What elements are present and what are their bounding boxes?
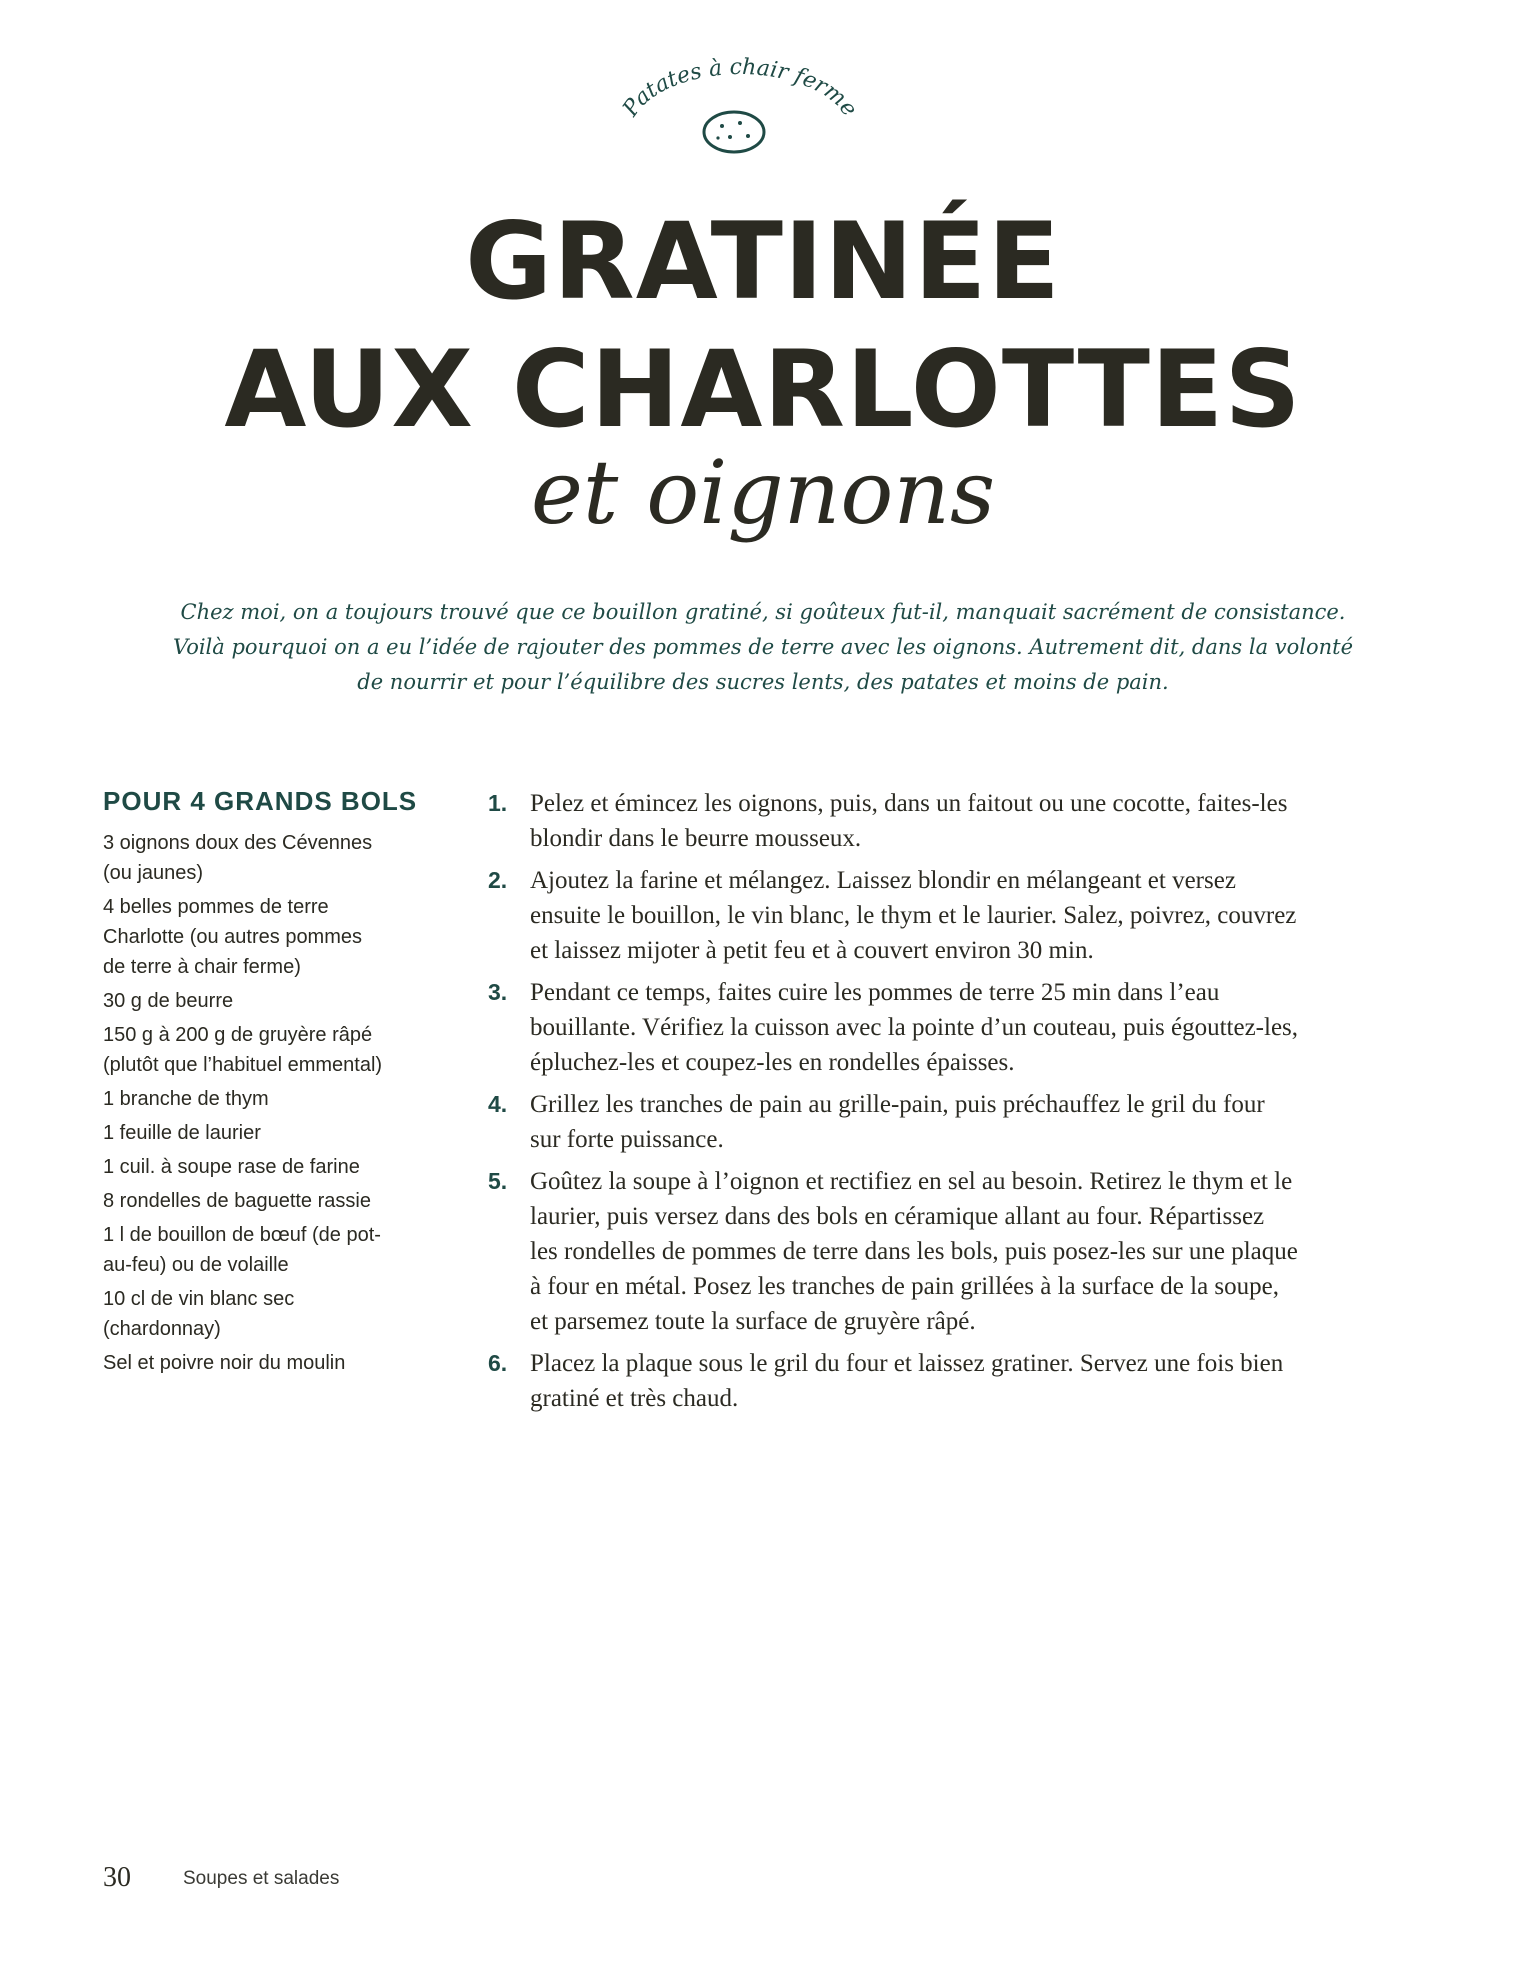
ingredient-line: Sel et poivre noir du moulin <box>103 1352 346 1374</box>
ingredient-item <box>103 828 443 888</box>
step-line: les rondelles de pommes de terre dans les bols, puis posez-les sur une plaque <box>530 1238 1298 1265</box>
step-number: 4. <box>488 1091 508 1117</box>
ingredient-line: 4 belles pommes de terre <box>103 896 329 918</box>
ingredient-line: 1 l de bouillon de bœuf (de pot- <box>103 1224 381 1246</box>
step-line: Grillez les tranches de pain au grille-pain, puis préchauffez le gril du four <box>530 1091 1265 1118</box>
ingredient-item <box>103 1220 443 1280</box>
ingredients-list <box>103 828 443 1382</box>
ingredient-item <box>103 1152 443 1182</box>
recipe-intro <box>100 595 1426 700</box>
ingredient-line: de terre à chair ferme) <box>103 956 301 978</box>
step-line: Ajoutez la farine et mélangez. Laissez blondir en mélangeant et versez <box>530 867 1236 894</box>
ingredients-heading: POUR 4 GRANDS BOLS <box>103 786 418 816</box>
badge-text: Patates à chair ferme <box>618 54 862 122</box>
recipe-title-line-2: AUX CHARLOTTES <box>224 328 1302 451</box>
ingredient-line: 3 oignons doux des Cévennes <box>103 832 373 854</box>
ingredient-line: 1 cuil. à soupe rase de farine <box>103 1156 360 1178</box>
step-number: 2. <box>488 867 508 893</box>
page-number: 30 <box>103 1862 131 1893</box>
step-line: à four en métal. Posez les tranches de pain grillées à la surface de la soupe, <box>530 1273 1279 1300</box>
intro-line: Chez moi, on a toujours trouvé que ce bouillon gratiné, si goûteux fut-il, manquait sacrément de consistance. <box>180 600 1346 624</box>
intro-line: de nourrir et pour l’équilibre des sucres lents, des patates et moins de pain. <box>357 670 1169 694</box>
ingredient-line: (ou jaunes) <box>103 862 204 884</box>
step-line: Goûtez la soupe à l’oignon et rectifiez en sel au besoin. Retirez le thym et le <box>530 1168 1293 1195</box>
recipe-steps <box>488 786 1388 1423</box>
step-number: 6. <box>488 1350 508 1376</box>
ingredient-line: (chardonnay) <box>103 1318 221 1340</box>
category-badge-graphic <box>600 54 870 170</box>
ingredient-item <box>103 1020 443 1080</box>
ingredient-item <box>103 1348 443 1378</box>
recipe-step <box>488 1346 1388 1416</box>
step-line: Pendant ce temps, faites cuire les pommes de terre 25 min dans l’eau <box>530 979 1220 1006</box>
recipe-step <box>488 863 1388 968</box>
recipe-step <box>488 1087 1388 1157</box>
ingredient-item <box>103 1118 443 1148</box>
potato-icon <box>704 112 764 152</box>
step-line: et laissez mijoter à petit feu et à couvert environ 30 min. <box>530 937 1094 964</box>
category-badge <box>600 54 870 170</box>
step-line: bouillante. Vérifiez la cuisson avec la pointe d’un couteau, puis égouttez-les, <box>530 1014 1299 1041</box>
step-line: Pelez et émincez les oignons, puis, dans un faitout ou une cocotte, faites-les <box>530 790 1288 817</box>
step-number: 5. <box>488 1168 508 1194</box>
ingredient-item <box>103 1284 443 1344</box>
ingredient-line: 10 cl de vin blanc sec <box>103 1288 295 1310</box>
step-line: gratiné et très chaud. <box>530 1385 739 1412</box>
recipe-title-line-1: GRATINÉE <box>465 200 1061 323</box>
step-number: 1. <box>488 790 508 816</box>
intro-line: Voilà pourquoi on a eu l’idée de rajouter des pommes de terre avec les oignons. Autrement dit, dans la volonté <box>172 635 1354 659</box>
ingredient-line: au-feu) ou de volaille <box>103 1254 289 1276</box>
step-line: laurier, puis versez dans des bols en céramique allant au four. Répartissez <box>530 1203 1265 1230</box>
step-line: et parsemez toute la surface de gruyère râpé. <box>530 1308 976 1335</box>
ingredient-line: 1 feuille de laurier <box>103 1122 261 1144</box>
ingredient-line: 8 rondelles de baguette rassie <box>103 1190 371 1212</box>
recipe-step <box>488 1164 1388 1339</box>
recipe-title <box>0 198 1526 454</box>
recipe-step <box>488 975 1388 1080</box>
step-number: 3. <box>488 979 508 1005</box>
recipe-step <box>488 786 1388 856</box>
ingredient-line: Charlotte (ou autres pommes <box>103 926 363 948</box>
step-line: sur forte puissance. <box>530 1126 724 1153</box>
ingredient-item <box>103 986 443 1016</box>
ingredient-item <box>103 1186 443 1216</box>
section-name: Soupes et salades <box>183 1868 340 1889</box>
ingredient-line: (plutôt que l’habituel emmental) <box>103 1054 383 1076</box>
ingredient-item <box>103 892 443 982</box>
ingredient-line: 30 g de beurre <box>103 990 234 1012</box>
ingredient-line: 1 branche de thym <box>103 1088 269 1110</box>
ingredient-line: 150 g à 200 g de gruyère râpé <box>103 1024 373 1046</box>
ingredient-item <box>103 1084 443 1114</box>
step-line: épluchez-les et coupez-les en rondelles épaisses. <box>530 1049 1015 1076</box>
recipe-subtitle: et oignons <box>530 441 996 544</box>
step-line: blondir dans le beurre mousseux. <box>530 825 862 852</box>
step-line: Placez la plaque sous le gril du four et laissez gratiner. Servez une fois bien <box>530 1350 1284 1377</box>
step-line: ensuite le bouillon, le vin blanc, le thym et le laurier. Salez, poivrez, couvrez <box>530 902 1297 929</box>
